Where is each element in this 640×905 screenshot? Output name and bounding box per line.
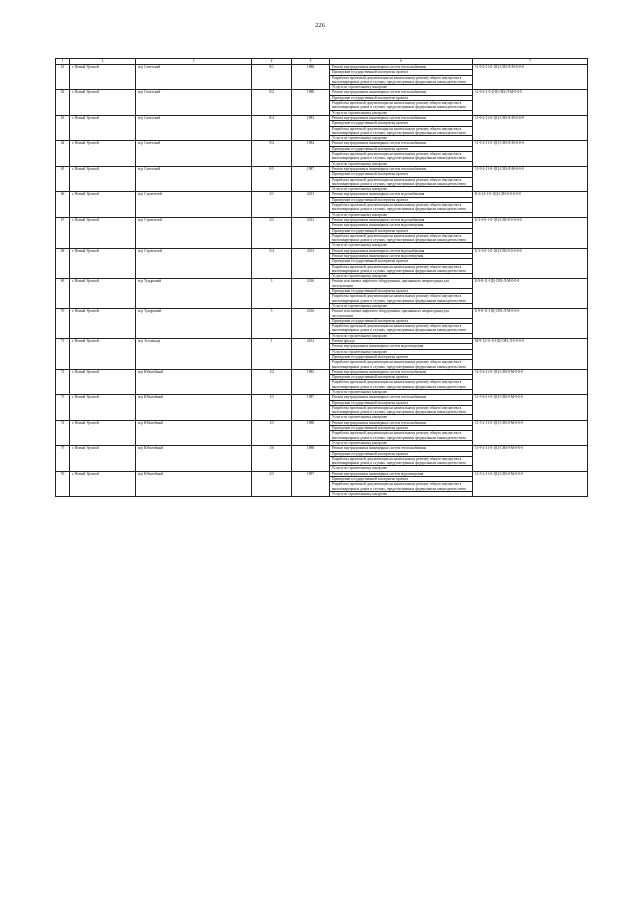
row-number: 71 <box>56 339 70 370</box>
work-item: Ремонт внутридомовых инженерных систем теплоснабжения <box>330 395 472 400</box>
district-cell: м/р Тундровый <box>136 279 252 309</box>
work-item: Ремонт или замена лифтового оборудования, признанного непригодным для эксплуатации <box>330 279 472 289</box>
city-cell: г. Новый Уренгой <box>70 141 136 166</box>
district-cell: м/р Тундровый <box>136 309 252 339</box>
work-item: Разработка проектной документации на капитальному ремонту общего имущества в многоквартирных домах в случаях, предусмотренных федеральным законодательством <box>330 431 472 441</box>
row-number: 74 <box>56 420 70 445</box>
house-cell: 9/5 <box>252 166 292 191</box>
works-cell <box>330 65 473 90</box>
code-cell: Б-3-3-0-1-0-1[Ц-СЯЗ-0-0-0-0-0 <box>473 248 588 279</box>
code-cell: М-9-12-11-0-1[Ц-СЯЗ-Л-0-0-0-0 <box>473 339 588 370</box>
city-cell: г. Новый Уренгой <box>70 90 136 115</box>
district-cell: м/р Советский <box>136 90 252 115</box>
year-cell: 2013 <box>292 217 330 248</box>
city-cell: г. Новый Уренгой <box>70 65 136 90</box>
year-cell: 1983 <box>292 115 330 140</box>
work-item: Проведение государственной экспертизы проекта <box>330 452 472 457</box>
register-table <box>55 58 588 497</box>
work-item: Проведение государственной экспертизы проекта <box>330 401 472 406</box>
city-cell: г. Новый Уренгой <box>70 339 136 370</box>
work-item: Ремонт внутридомовых инженерных систем водоснабжения <box>330 192 472 197</box>
house-cell: 3/1 <box>252 192 292 217</box>
works-cell <box>330 217 473 248</box>
table-row <box>56 446 588 471</box>
col-header: 3 <box>136 59 252 65</box>
city-cell: г. Новый Уренгой <box>70 192 136 217</box>
work-item: Услуги по строительному контролю <box>332 466 388 471</box>
work-item: Разработка проектной документации на капитальному ремонту общего имущества в многоквартирных домах в случаях, предусмотренных федеральным законодательством <box>332 360 466 369</box>
work-item: Проведение государственной экспертизы проекта <box>330 289 472 294</box>
works-cell <box>330 279 473 309</box>
row-number: 64 <box>56 141 70 166</box>
work-item: Услуги по строительному контролю <box>332 187 388 192</box>
work-item: Услуги по строительному контролю <box>332 390 388 394</box>
code-cell: 11-5-2-11-0-1[Ц-СЯЗ-0-М-0-0-0 <box>473 420 588 445</box>
table-row <box>56 141 588 166</box>
work-item: Разработка проектной документации на капитальному ремонту общего имущества в многоквартирных домах в случаях, предусмотренных федеральным законодательством <box>330 152 472 162</box>
work-item: Услуги по строительному контролю <box>332 491 388 496</box>
work-item: Услуги по строительному контролю <box>332 85 388 90</box>
work-item: Проведение государственной экспертизы проекта <box>330 259 472 264</box>
house-cell: 5 <box>252 309 292 339</box>
district-cell: м/р Советский <box>136 115 252 140</box>
district-cell: м/р Юбилейный <box>136 446 252 471</box>
work-item: Разработка проектной документации на капитальному ремонту общего имущества в многоквартирных домах в случаях, предусмотренных федеральным законодательством <box>330 457 472 467</box>
city-cell: г. Новый Уренгой <box>70 279 136 309</box>
house-cell: 3 <box>252 279 292 309</box>
code-cell: 11-9-2-11-0-1[Ц-СЯЗ-0-М-0-0-0 <box>473 446 588 471</box>
code-cell: Б-3-3-0-1-0-1[Ц-СЯЗ-0-0-0-0-0 <box>473 217 588 248</box>
work-item: Разработка проектной документации на капитальному ремонту общего имущества в многоквартирных домах в случаях, предусмотренных федеральным законодательством <box>330 76 472 86</box>
year-cell: 1997 <box>292 471 330 496</box>
row-number: 61 <box>56 65 70 90</box>
row-number: 66 <box>56 192 70 217</box>
year-cell: 1988 <box>292 446 330 471</box>
house-cell: 1/2 <box>252 369 292 394</box>
year-cell: 2013 <box>292 248 330 279</box>
work-item: Разработка проектной документации на капитальному ремонту общего имущества в многоквартирных домах в случаях, предусмотренных федеральным законодательством <box>330 324 472 334</box>
district-cell: м/р Юбилейный <box>136 369 252 394</box>
col-header: 1 <box>56 59 70 65</box>
code-cell: 11-5-6-11-0-1[Ц-СЯЗ-0-М-0-0-0 <box>473 395 588 420</box>
work-item: Услуги по строительному контролю <box>332 243 388 248</box>
row-number: 70 <box>56 309 70 339</box>
code-cell: 11-5-4-11-0-1[Ц-СЯЗ-0-М-0-0-0 <box>473 369 588 394</box>
works-cell <box>330 369 473 394</box>
works-cell <box>330 166 473 191</box>
works-cell <box>330 471 473 496</box>
work-item: Разработка проектной документации на капитальному ремонту общего имущества в многоквартирных домах в случаях, предусмотренных федеральным законодательством <box>330 178 472 188</box>
table-row <box>56 309 588 339</box>
city-cell: г. Новый Уренгой <box>70 446 136 471</box>
work-item: Ремонт внутридомовых инженерных систем теплоснабжения <box>330 116 472 121</box>
table-row <box>56 420 588 445</box>
work-item: Услуги по строительному контролю <box>332 303 388 308</box>
work-item: Ремонт фасада <box>330 339 472 344</box>
work-item: Услуги по строительному контролю <box>332 161 388 166</box>
work-item: Ремонт внутридомовых инженерных систем теплоснабжения <box>330 90 472 95</box>
table-row <box>56 248 588 279</box>
work-item: Проведение государственной экспертизы проекта <box>330 477 472 482</box>
works-cell <box>330 115 473 140</box>
district-cell: м/р Юбилейный <box>136 420 252 445</box>
table-row <box>56 279 588 309</box>
city-cell: г. Новый Уренгой <box>70 166 136 191</box>
work-item: Проведение государственной экспертизы проекта <box>330 426 472 431</box>
year-cell: 1988 <box>292 420 330 445</box>
district-cell: м/р Советский <box>136 65 252 90</box>
city-cell: г. Новый Уренгой <box>70 248 136 279</box>
works-cell <box>330 90 473 115</box>
house-cell: 8/2 <box>252 90 292 115</box>
row-number: 63 <box>56 115 70 140</box>
year-cell: 1987 <box>292 395 330 420</box>
year-cell: 2012 <box>292 339 330 370</box>
work-item: Разработка проектной документации на капитальному ремонту общего имущества в многоквартирных домах в случаях, предусмотренных федеральным законодательством <box>330 380 472 390</box>
work-item: Проведение государственной экспертизы проекта <box>330 121 472 126</box>
code-cell: 11-9-2-11-0-1[Ц-СЯЗ-Л-М-0-0-0 <box>473 141 588 166</box>
city-cell: г. Новый Уренгой <box>70 420 136 445</box>
table-row <box>56 471 588 496</box>
district-cell: м/р Советский <box>136 141 252 166</box>
row-number: 65 <box>56 166 70 191</box>
code-cell: 11-9-4-1-0-1[Ц-СЯЗ-Л-М-0-0-0 <box>473 90 588 115</box>
house-cell: 3/3 <box>252 217 292 248</box>
year-cell: 1988 <box>292 90 330 115</box>
house-cell: 1/5 <box>252 420 292 445</box>
work-item: Ремонт внутридомовых инженерных систем водоотведения <box>330 344 472 349</box>
work-item: Проведение государственной экспертизы проекта <box>330 229 472 234</box>
house-cell: 1/6 <box>252 446 292 471</box>
row-number: 62 <box>56 90 70 115</box>
work-item: Разработка проектной документации на капитальному ремонту общего имущества в многоквартирных домах в случаях, предусмотренных федеральным законодательством <box>330 482 472 492</box>
work-item: Разработка проектной документации на капитальному ремонту общего имущества в многоквартирных домах в случаях, предусмотренных федеральным законодательством <box>330 101 472 111</box>
house-cell: 1/3 <box>252 395 292 420</box>
work-item: Услуги по строительному контролю <box>332 333 388 338</box>
work-item: Ремонт внутридомовых инженерных систем теплоснабжения <box>330 141 472 146</box>
works-cell <box>330 248 473 279</box>
district-cell: м/р Строителей <box>136 248 252 279</box>
work-item: Разработка проектной документации на капитальному ремонту общего имущества в многоквартирных домах в случаях, предусмотренных федеральным законодательством <box>330 234 472 244</box>
page-number: 226 <box>315 22 325 29</box>
district-cell: м/р Строителей <box>136 192 252 217</box>
table-row <box>56 217 588 248</box>
row-number: 76 <box>56 471 70 496</box>
year-cell: 1983 <box>292 369 330 394</box>
work-item: Ремонт внутридомовых инженерных систем теплоснабжения <box>330 421 472 426</box>
col-header: 5 <box>292 59 330 65</box>
house-cell: 8/1 <box>252 65 292 90</box>
work-item: Проведение государственной экспертизы проекта <box>330 70 472 75</box>
row-number: 67 <box>56 217 70 248</box>
table-row <box>56 339 588 370</box>
code-cell: Б-9-8-11-1[Ц-СЯЗ-Л-М-0-0-0 <box>473 279 588 309</box>
col-header: 2 <box>70 59 136 65</box>
work-item: Проведение государственной экспертизы проекта <box>330 147 472 152</box>
row-number: 69 <box>56 279 70 309</box>
col-header: 7 <box>473 59 588 65</box>
house-cell: 9/4 <box>252 141 292 166</box>
table-row <box>56 395 588 420</box>
work-item: Ремонт внутридомовых инженерных систем водоснабжения <box>330 218 472 223</box>
work-item: Проведение государственной экспертизы проекта <box>330 198 472 203</box>
house-cell: 3/4 <box>252 248 292 279</box>
work-item: Разработка проектной документации на капитальному ремонту общего имущества в многоквартирных домах в случаях, предусмотренных федеральным законодательством <box>330 294 472 304</box>
work-item: Услуги по строительному контролю <box>332 274 388 279</box>
work-item: Ремонт внутридомовых инженерных систем теплоснабжения <box>330 167 472 172</box>
year-cell: 2016 <box>292 279 330 309</box>
works-cell <box>330 141 473 166</box>
work-item: Услуги по строительному контролю <box>330 350 472 355</box>
works-cell <box>330 395 473 420</box>
works-cell <box>330 339 473 370</box>
house-cell: 1 <box>252 339 292 370</box>
table-row <box>56 65 588 90</box>
work-item: Услуги по строительному контролю <box>332 440 388 445</box>
code-cell: Б-9-8-11-1[Ц-СЯЗ-Л-М-0-0-0 <box>473 309 588 339</box>
city-cell: г. Новый Уренгой <box>70 471 136 496</box>
work-item: Разработка проектной документации на капитальному ремонту общего имущества в многоквартирных домах в случаях, предусмотренных федеральным законодательством <box>330 203 472 213</box>
year-cell: 1988 <box>292 65 330 90</box>
table-row <box>56 166 588 191</box>
work-item: Проведение государственной экспертизы проекта <box>330 375 472 380</box>
work-item: Проведение государственной экспертизы проекта <box>330 319 472 324</box>
works-cell <box>330 192 473 217</box>
city-cell: г. Новый Уренгой <box>70 395 136 420</box>
year-cell: 1984 <box>292 141 330 166</box>
col-header: 6 <box>330 59 473 65</box>
work-item: Ремонт внутридомовых инженерных систем водоотведения <box>330 472 472 477</box>
table-row <box>56 115 588 140</box>
work-item: Проведение государственной экспертизы проекта <box>330 355 472 360</box>
work-item: Разработка проектной документации на капитальному ремонту общего имущества в многоквартирных домах в случаях, предусмотренных федеральным законодательством <box>330 406 472 416</box>
code-cell: 11-9-2-11-0-1[Ц-СЯЗ-Л-М-0-0-8 <box>473 115 588 140</box>
district-cell: м/р Строителей <box>136 217 252 248</box>
col-header: 4 <box>252 59 292 65</box>
table-row <box>56 192 588 217</box>
year-cell: 1987 <box>292 166 330 191</box>
row-number: 72 <box>56 369 70 394</box>
works-cell <box>330 420 473 445</box>
city-cell: г. Новый Уренгой <box>70 369 136 394</box>
works-cell <box>330 309 473 339</box>
work-item: Услуги по строительному контролю <box>332 110 388 115</box>
work-item: Ремонт внутридомовых инженерных систем водоснабжения <box>330 249 472 254</box>
year-cell: 2013 <box>292 192 330 217</box>
work-item: Разработка проектной документации на капитальному ремонту общего имущества в многоквартирных домах в случаях, предусмотренных федеральным законодательством <box>330 265 472 275</box>
work-item: Услуги по строительному контролю <box>332 415 388 420</box>
work-item: Ремонт внутридомовых инженерных систем теплоснабжения <box>330 65 472 70</box>
code-cell: 11-9-2-11-0-1[Ц-СЯЗ-Л-М-0-0-8 <box>473 65 588 90</box>
row-number: 73 <box>56 395 70 420</box>
house-cell: 2/3 <box>252 471 292 496</box>
row-number: 75 <box>56 446 70 471</box>
district-cell: м/р Советский <box>136 166 252 191</box>
district-cell: м/р Юбилейный <box>136 471 252 496</box>
row-number: 68 <box>56 248 70 279</box>
work-item: Ремонт внутридомовых инженерных систем водоотведения <box>330 223 472 228</box>
work-item: Ремонт внутридомовых инженерных систем теплоснабжения <box>330 370 472 375</box>
works-cell <box>330 446 473 471</box>
work-item: Проведение государственной экспертизы проекта <box>330 172 472 177</box>
code-cell: К-6-14-1-0-1[Ц-СЯЗ-0-0-0-0-0 <box>473 192 588 217</box>
district-cell: м/р Эспланада <box>136 339 252 370</box>
work-item: Ремонт внутридомовых инженерных систем теплоснабжения <box>330 446 472 451</box>
work-item: Услуги по строительному контролю <box>332 212 388 217</box>
work-item: Разработка проектной документации на капитальному ремонту общего имущества в многоквартирных домах в случаях, предусмотренных федеральным законодательством <box>330 127 472 137</box>
city-cell: г. Новый Уренгой <box>70 115 136 140</box>
city-cell: г. Новый Уренгой <box>70 217 136 248</box>
house-cell: 8/4 <box>252 115 292 140</box>
work-item: Услуги по строительному контролю <box>332 136 388 141</box>
work-item: Проведение государственной экспертизы проекта <box>330 96 472 101</box>
code-cell: 11-9-2-11-0-1[Ц-СЯЗ-Л-М-0-0-0 <box>473 166 588 191</box>
city-cell: г. Новый Уренгой <box>70 309 136 339</box>
work-item: Ремонт или замена лифтового оборудования, признанного непригодным для эксплуатации <box>330 309 472 319</box>
district-cell: м/р Юбилейный <box>136 395 252 420</box>
year-cell: 2016 <box>292 309 330 339</box>
code-cell: 11-5-2-11-0-1[Ц-СЯЗ-0-М-0-0-0 <box>473 471 588 496</box>
work-item: Ремонт внутридомовых инженерных систем водоотведения <box>330 254 472 259</box>
table-row <box>56 369 588 394</box>
table-row <box>56 90 588 115</box>
